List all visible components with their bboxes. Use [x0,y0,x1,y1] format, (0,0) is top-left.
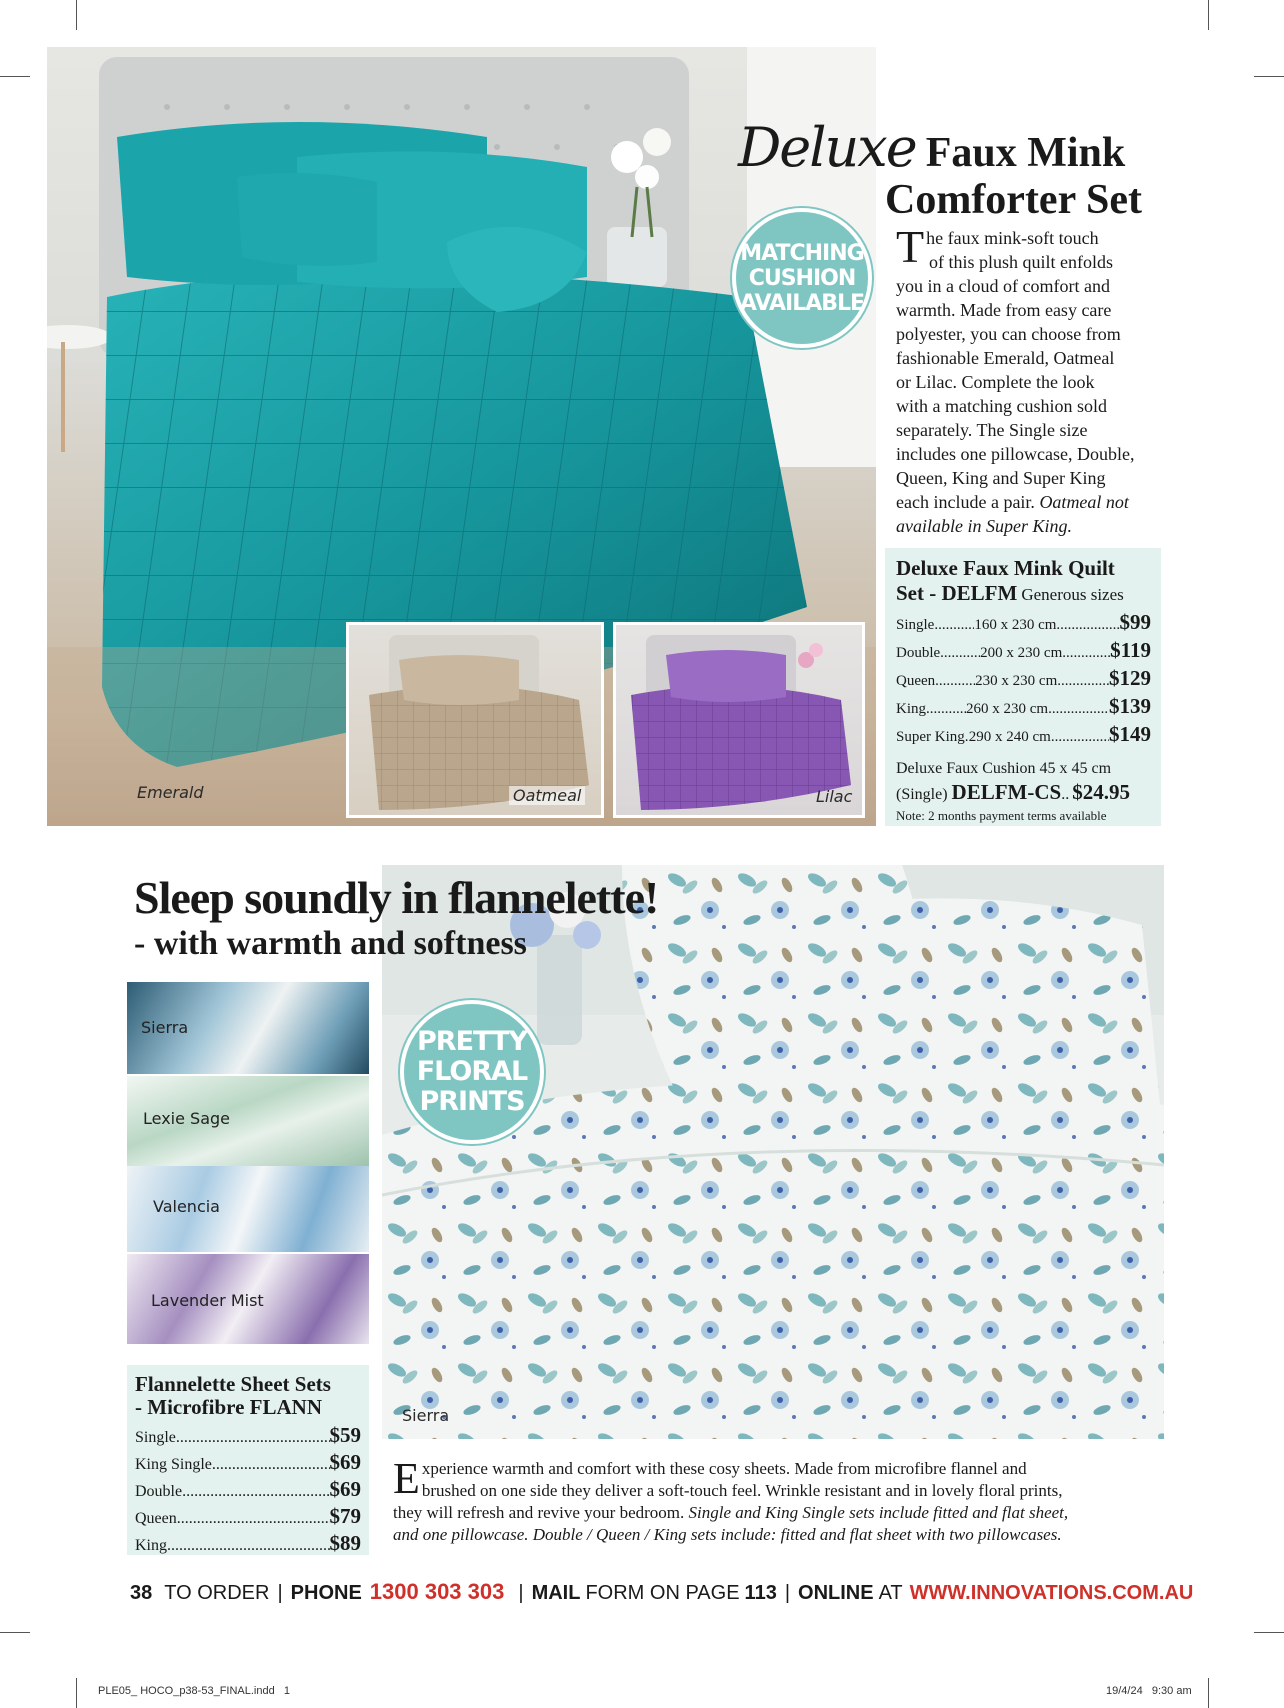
body-line: of this plush quilt enfolds [929,252,1113,272]
price-value: $99 [1119,610,1151,634]
body-line: you in a cloud of comfort and [896,276,1110,296]
price-row [135,1450,361,1477]
matching-cushion-badge [732,208,872,348]
body-line: they will refresh and revive your bedroom. [393,1503,685,1522]
crop-mark [1254,1632,1284,1633]
phone-number[interactable]: 1300 303 303 [369,1579,505,1604]
product-title [738,118,1158,222]
flannelette-description [393,1454,1163,1546]
crop-mark [76,1678,77,1708]
price-row [896,722,1151,750]
phone-label: PHONE [290,1582,362,1604]
size-dims: 290 x 240 cm [968,729,1051,745]
flannelette-price-list [135,1423,361,1558]
oatmeal-bed-photo [346,622,604,818]
body-italic: and one pillowcase. Double / Queen / King sets include: fitted and flat sheet with two pillowcases. [393,1525,1062,1544]
price-row [896,638,1151,666]
caption-emerald: Emerald [137,783,204,802]
cushion-price: $24.95 [1072,780,1130,804]
crop-mark [76,0,77,30]
price-row [135,1531,361,1558]
caption-oatmeal: Oatmeal [509,786,585,805]
body-line: or Lilac. Complete the look [896,372,1095,392]
mail-label: MAIL [531,1582,581,1604]
crop-mark [1208,1678,1209,1708]
flannelette-price-box [127,1365,369,1555]
print-slug-file: PLE05_ HOCO_p38-53_FINAL.indd 1 [98,1685,291,1697]
cushion-line: Deluxe Faux Cushion 45 x 45 cm [896,760,1112,777]
price-value: $59 [329,1423,361,1447]
price-row [135,1477,361,1504]
size-dims: 200 x 230 cm [980,645,1063,661]
caption-lilac: Lilac [816,787,853,806]
body-italic: available in Super King. [896,516,1072,536]
size-label: King [135,1537,167,1554]
body-line: separately. The Single size [896,420,1088,440]
comforter-description [896,221,1162,538]
swatch-valencia [127,1166,369,1252]
size-label: Double [135,1483,183,1500]
page-number: 38 [130,1582,153,1604]
swatch-lavender-mist [127,1254,369,1344]
flannelette-headline [134,872,658,964]
drop-cap: E [393,1454,420,1503]
price-value: $129 [1109,666,1151,690]
online-at: AT [878,1582,903,1604]
price-row [135,1504,361,1531]
headline: Sleep soundly in flannelette! [134,872,659,923]
body-line: polyester, you can choose from [896,324,1121,344]
price-value: $89 [329,1531,361,1555]
body-line: Queen, King and Super King [896,468,1106,488]
price-value: $149 [1109,722,1151,746]
badge-line: PRINTS [419,1086,525,1117]
price-heading-code: Set - DELFM [896,581,1018,605]
price-heading: Deluxe Faux Mink Quilt [896,556,1115,580]
body-line: he faux mink-soft touch [926,228,1099,248]
crop-mark [0,1632,30,1633]
pretty-floral-badge [400,1000,544,1144]
crop-mark [1254,76,1284,77]
size-label: Single [135,1429,176,1446]
cushion-code: DELFM-CS [951,780,1062,804]
swatch-sierra [127,982,369,1074]
website-link[interactable]: WWW.INNOVATIONS.COM.AU [909,1582,1194,1604]
price-row [896,666,1151,694]
lilac-bed-photo [613,622,865,818]
price-row [896,694,1151,722]
badge-line: AVAILABLE [739,290,865,316]
size-label: Queen [896,673,936,689]
size-dims: 260 x 230 cm [966,701,1049,717]
swatch-label: Sierra [141,1018,189,1037]
price-value: $79 [329,1504,361,1528]
body-line: includes one pillowcase, Double, [896,444,1135,464]
print-slug-date: 19/4/24 9:30 am [1106,1685,1192,1697]
swatch-label: Valencia [153,1197,220,1216]
online-label: ONLINE [798,1582,874,1604]
caption-sierra-main: Sierra [402,1406,450,1425]
mail-text: FORM ON PAGE [585,1582,740,1604]
crop-mark [1208,0,1209,30]
badge-line: PRETTY [416,1026,528,1057]
price-value: $69 [329,1450,361,1474]
payment-note: Note: 2 months payment terms available [896,808,1107,823]
price-heading-code: - Microfibre FLANN [135,1395,323,1419]
price-heading-note: Generous sizes [1021,585,1124,604]
order-footer: 38 TO ORDER | PHONE 1300 303 303 | MAIL FORM ON PAGE 113 | ONLINE AT WWW.INNOVATIONS.COM.AU [130,1579,1194,1604]
comforter-price-list [896,610,1151,750]
to-order-label: TO ORDER [164,1582,270,1604]
size-dims: 230 x 230 cm [975,673,1058,689]
body-line: xperience warmth and comfort with these cosy sheets. Made from microfibre flannel and [421,1459,1027,1478]
badge-line: MATCHING [740,240,864,266]
swatch-lexie-sage [127,1076,369,1166]
body-line: with a matching cushion sold [896,396,1107,416]
crop-mark [0,76,30,77]
price-heading: Flannelette Sheet Sets [135,1372,331,1396]
drop-cap: T [896,221,925,272]
price-value: $139 [1109,694,1151,718]
body-italic: Oatmeal not [1039,492,1129,512]
size-label: King Single [135,1456,212,1473]
size-label: Double [896,645,941,661]
size-label: Single [896,617,935,633]
body-line: brushed on one side they deliver a soft-touch feel. Wrinkle resistant and in lovely floral prints, [421,1481,1063,1500]
title-script: Deluxe [738,116,916,179]
size-label: Super King [896,729,965,745]
badge-line: CUSHION [748,265,856,291]
body-line: each include a pair. [896,492,1035,512]
mail-page: 113 [744,1582,777,1604]
cushion-single: (Single) [896,786,948,803]
price-row [135,1423,361,1450]
title-line2: Comforter Set [885,177,1142,223]
body-line: warmth. Made from easy care [896,300,1112,320]
price-row [896,610,1151,638]
comforter-price-box: Deluxe Faux Mink Quilt Set - DELFM Generous sizes Single ..... 160 x 230 cm ..... $99 Double ..... 200 x 230 cm ..... $119 Queen ..... 230 x 230 cm ..... $129 King ..... 260 x 230 cm ..... $139 Super King ..... 290 x 240 cm ..... $149 Deluxe Faux Cushion 45 x 45 cm (Single) DELFM-CS .. $24.95 Note: 2 months payment terms available [885,548,1161,826]
subhead: - with warmth and softness [134,925,527,962]
title-line1: Faux Mink [925,130,1126,176]
body-italic: Single and King Single sets include fitted and flat sheet, [688,1503,1069,1522]
size-label: King [896,701,926,717]
body-line: fashionable Emerald, Oatmeal [896,348,1115,368]
price-value: $69 [329,1477,361,1501]
size-dims: 160 x 230 cm [974,617,1057,633]
swatch-label: Lexie Sage [143,1109,230,1128]
badge-line: FLORAL [416,1056,528,1087]
swatch-label: Lavender Mist [151,1291,264,1310]
price-value: $119 [1110,638,1151,662]
size-label: Queen [135,1510,177,1527]
